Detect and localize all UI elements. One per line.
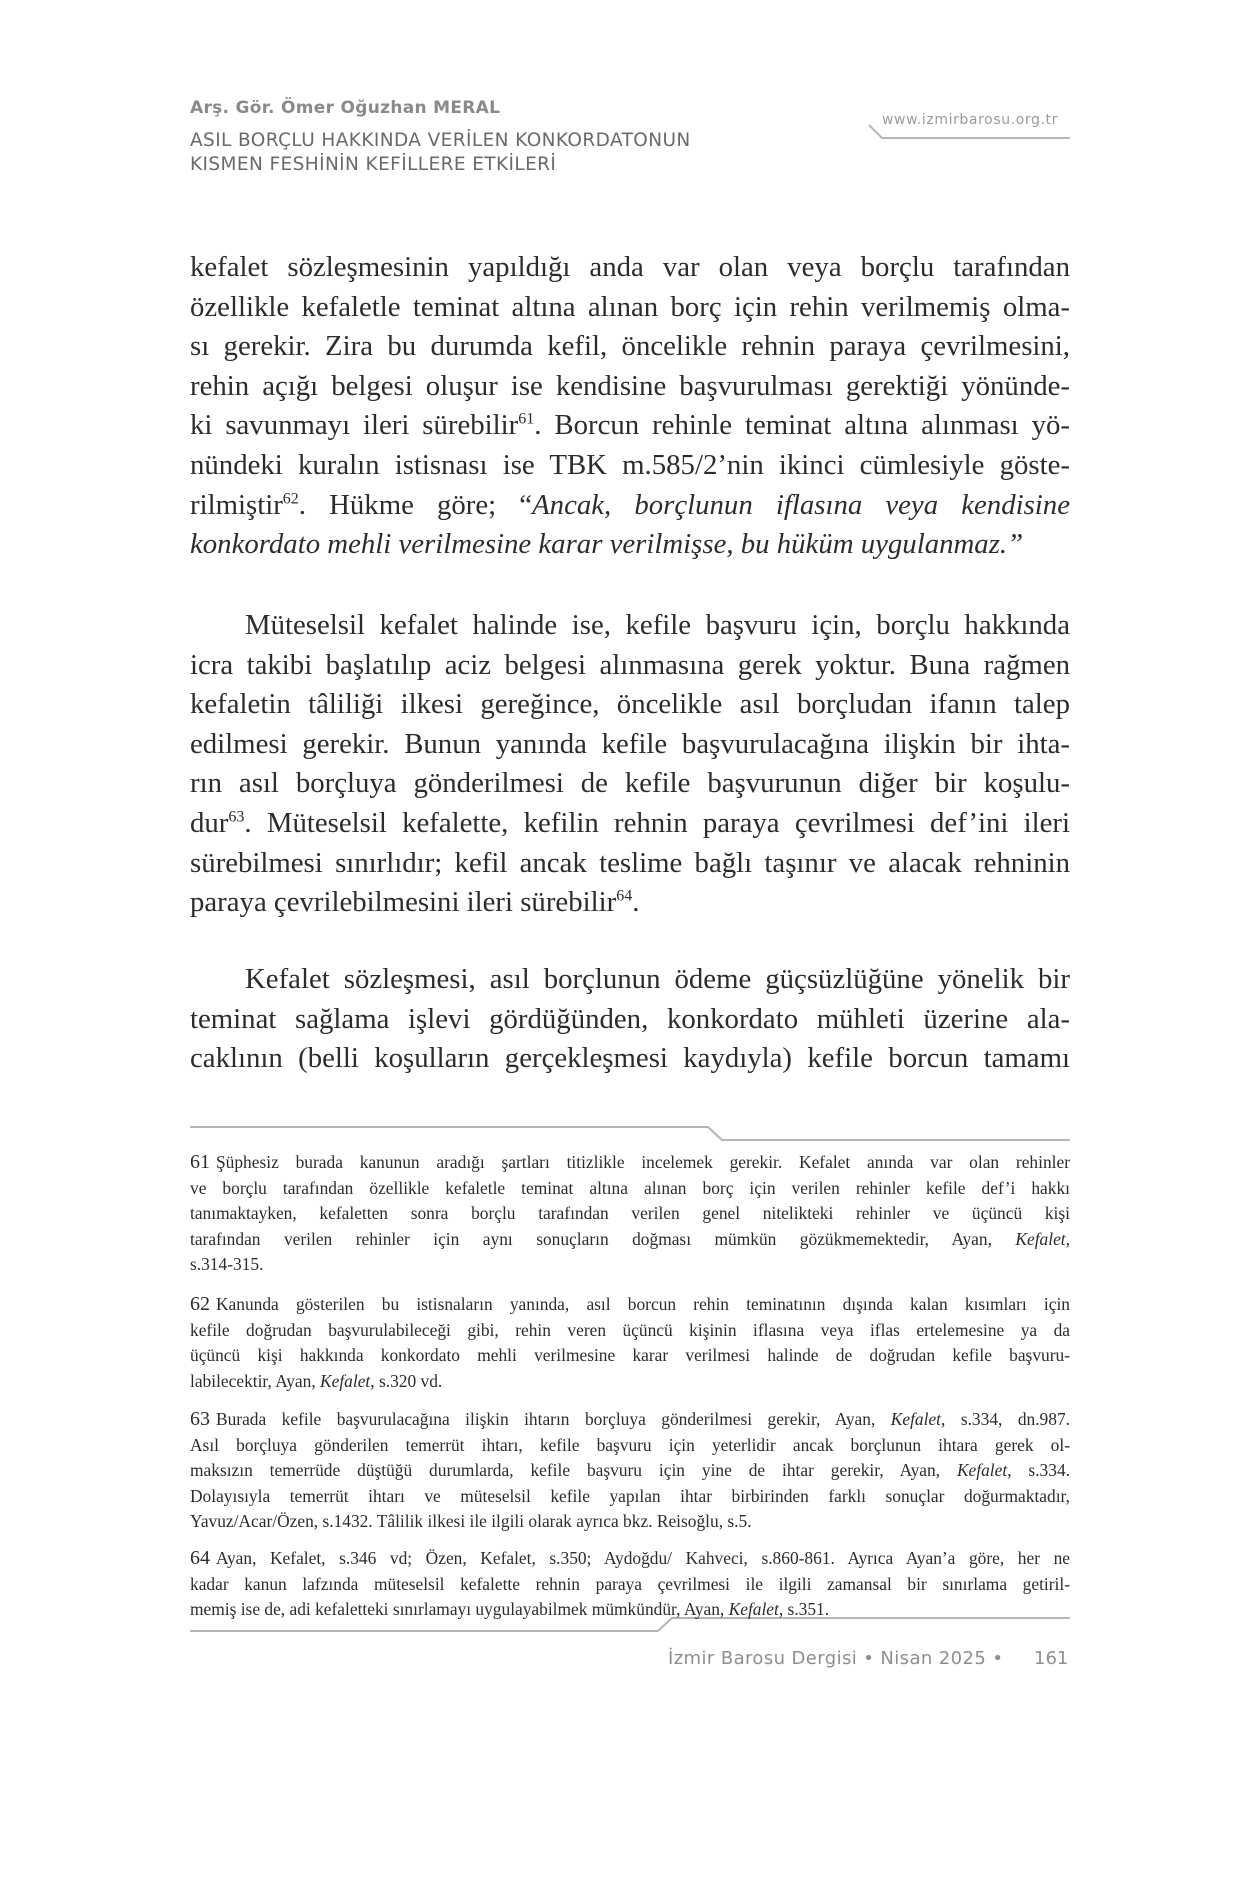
footnote-line: tarafından verilen rehinler için aynı sonuçların doğması mümkün gözükmemektedir, Ayan, Kefalet, <box>190 1228 1070 1249</box>
footnote-line: Yavuz/Acar/Özen, s.1432. Tâlilik ilkesi ile ilgili olarak ayrıca bkz. Reisoğlu, s.5. <box>190 1511 752 1531</box>
body-paragraph-1 <box>190 248 1070 565</box>
text-line <box>190 525 1070 565</box>
text-line: kefaletin tâliliği ilkesi gereğince, öncelikle asıl borçludan ifanın talep <box>190 688 1070 721</box>
text-line: nündeki kuralın istisnası ise TBK m.585/2’nin ikinci cümlesiyle göste- <box>190 448 1070 481</box>
footnote-line: memiş ise de, adi kefaletteki sınırlamayı uygulayabilmek mümkündür, Ayan, Kefalet, s.351. <box>190 1599 830 1619</box>
footnote-61 <box>190 1150 1070 1278</box>
footnote-line: ve borçlu tarafından özellikle kefaletle teminat altına alınan borç için verilen rehinler kefile def’i hakkı <box>190 1177 1070 1198</box>
footnote-line: s.314-315. <box>190 1254 264 1274</box>
text-line: özellikle kefaletle teminat altına alınan borç için rehin verilmemiş olma- <box>190 290 1070 323</box>
text-line: edilmesi gerekir. Bunun yanında kefile başvurulacağına ilişkin bir ihta- <box>190 727 1070 760</box>
header-title-line: KISMEN FESHİNİN KEFİLLERE ETKİLERİ <box>190 154 557 175</box>
header-title-line: ASIL BORÇLU HAKKINDA VERİLEN KONKORDATONUN <box>190 130 691 151</box>
text-line: Kefalet sözleşmesi, asıl borçlunun ödeme güçsüzlüğüne yönelik bir <box>245 963 1070 995</box>
footnote-number: 62 <box>190 1293 210 1315</box>
footnote-line: 63 Burada kefile başvurulacağına ilişkin ihtarın borçluya gönderilmesi gerekir, Ayan, Kefalet, s.334, dn.987. <box>190 1408 1070 1430</box>
footnote-64 <box>190 1546 1070 1623</box>
text-line: dur$^{63}$. Müteselsil kefalette, kefilin rehnin paraya çevrilmesi def’ini ileri <box>190 806 1070 839</box>
text-line: rilmiştir$^{62}$. Hükme göre; “Ancak, borçlunun iflasına veya kendisine <box>190 488 1070 521</box>
footnote-number: 64 <box>190 1547 210 1569</box>
body-paragraph-3 <box>190 960 1070 1079</box>
footnote-ref-63[interactable]: 63 <box>228 808 245 826</box>
text-line: caklının (belli koşulların gerçekleşmesi kaydıyla) kefile borcun tamamı <box>190 1042 1070 1075</box>
text-line: sı gerekir. Zira bu durumda kefil, öncelikle rehnin paraya çevrilmesini, <box>190 330 1070 363</box>
text-line: ki savunmayı ileri sürebilir$^{61}$. Borcun rehinle teminat altına alınması yö- <box>190 409 1070 442</box>
header-article-title <box>190 129 691 177</box>
page-number: 161 <box>1034 1648 1069 1669</box>
footnote-ref-62[interactable]: 62 <box>282 489 299 507</box>
text-line: sürebilmesi sınırlıdır; kefil ancak teslime bağlı taşınır ve alacak rehninin <box>190 846 1070 879</box>
header-url: www.izmirbarosu.org.tr <box>882 112 1058 128</box>
footnote-line: 62 Kanunda gösterilen bu istisnaların yanında, asıl borcun rehin teminatının dışında kalan kısımları için <box>190 1293 1070 1315</box>
quoted-statute: konkordato mehli verilmesine karar verilmişse, bu hüküm uygulanmaz.” <box>190 528 1024 561</box>
text-line: icra takibi başlatılıp aciz belgesi alınmasına gerek yoktur. Buna rağmen <box>190 648 1070 681</box>
body-paragraph-2 <box>190 606 1070 923</box>
footnote-line: Asıl borçluya gönderilen temerrüt ihtarı, kefile başvuru için yeterlidir ancak borçlunun ihtara gerek ol- <box>190 1434 1070 1455</box>
text-line: rehin açığı belgesi oluşur ise kendisine başvurulması gerektiği yönünde- <box>190 369 1070 402</box>
text-line: Müteselsil kefalet halinde ise, kefile başvuru için, borçlu hakkında <box>245 609 1070 641</box>
text-line: teminat sağlama işlevi gördüğünden, konkordato mühleti üzerine ala- <box>190 1002 1070 1035</box>
text-line: kefalet sözleşmesinin yapıldığı anda var olan veya borçlu tarafından <box>190 251 1070 283</box>
footer-journal-name: İzmir Barosu Dergisi • Nisan 2025 • <box>668 1648 1004 1669</box>
quoted-statute: Ancak, borçlunun iflasına veya kendisine <box>532 488 1070 521</box>
footnote-62 <box>190 1292 1070 1394</box>
footnote-line: Dolayısıyla temerrüt ihtarı ve müteselsil kefile yapılan ihtar birbirinden farklı sonuçlar doğurmaktadır, <box>190 1485 1070 1506</box>
footnote-line: tanımaktayken, kefaletten sonra borçlu tarafından verilen genel nitelikteki rehinler ve üçüncü kişi <box>190 1203 1070 1223</box>
footnote-number: 63 <box>190 1408 210 1430</box>
footnote-line: 64 Ayan, Kefalet, s.346 vd; Özen, Kefalet, s.350; Aydoğdu/ Kahveci, s.860-861. Ayrıca Ayan’a göre, her ne <box>190 1547 1070 1569</box>
footnote-63 <box>190 1407 1070 1535</box>
footnote-line: 61 Şüphesiz burada kanunun aradığı şartları titizlikle incelemek gerekir. Kefalet anında var olan rehinler <box>190 1151 1070 1173</box>
footnote-separator-rule <box>190 1127 1070 1140</box>
text-line: rın asıl borçluya gönderilmesi de kefile başvurunun diğer bir koşulu- <box>190 767 1070 800</box>
footnote-ref-64[interactable]: 64 <box>616 887 633 905</box>
footnote-line: kefile doğrudan başvurulabileceği gibi, rehin veren üçüncü kişinin iflasına veya iflas ertelemesine ya da <box>190 1319 1070 1340</box>
footnote-line: üçüncü kişi hakkında konkordato mehli verilmesine karar verilmesi halinde de doğrudan kefile başvuru- <box>190 1345 1070 1365</box>
footnote-line: kadar kanun lafzında müteselsil kefalette rehnin paraya çevrilmesi ile ilgili zamansal bir sınırlama getiril- <box>190 1573 1070 1594</box>
text-line: paraya çevrilebilmesini ileri sürebilir$^{64}$. <box>190 886 640 919</box>
footnote-line: labilecektir, Ayan, Kefalet, s.320 vd. <box>190 1370 443 1391</box>
footnote-number: 61 <box>190 1151 210 1173</box>
footnote-ref-61[interactable]: 61 <box>518 410 535 428</box>
footnote-line: maksızın temerrüde düştüğü durumlarda, kefile başvuru için yine de ihtar gerekir, Ayan, Kefalet, s.334. <box>190 1460 1070 1480</box>
header-author: Arş. Gör. Ömer Oğuzhan MERAL <box>190 98 501 118</box>
